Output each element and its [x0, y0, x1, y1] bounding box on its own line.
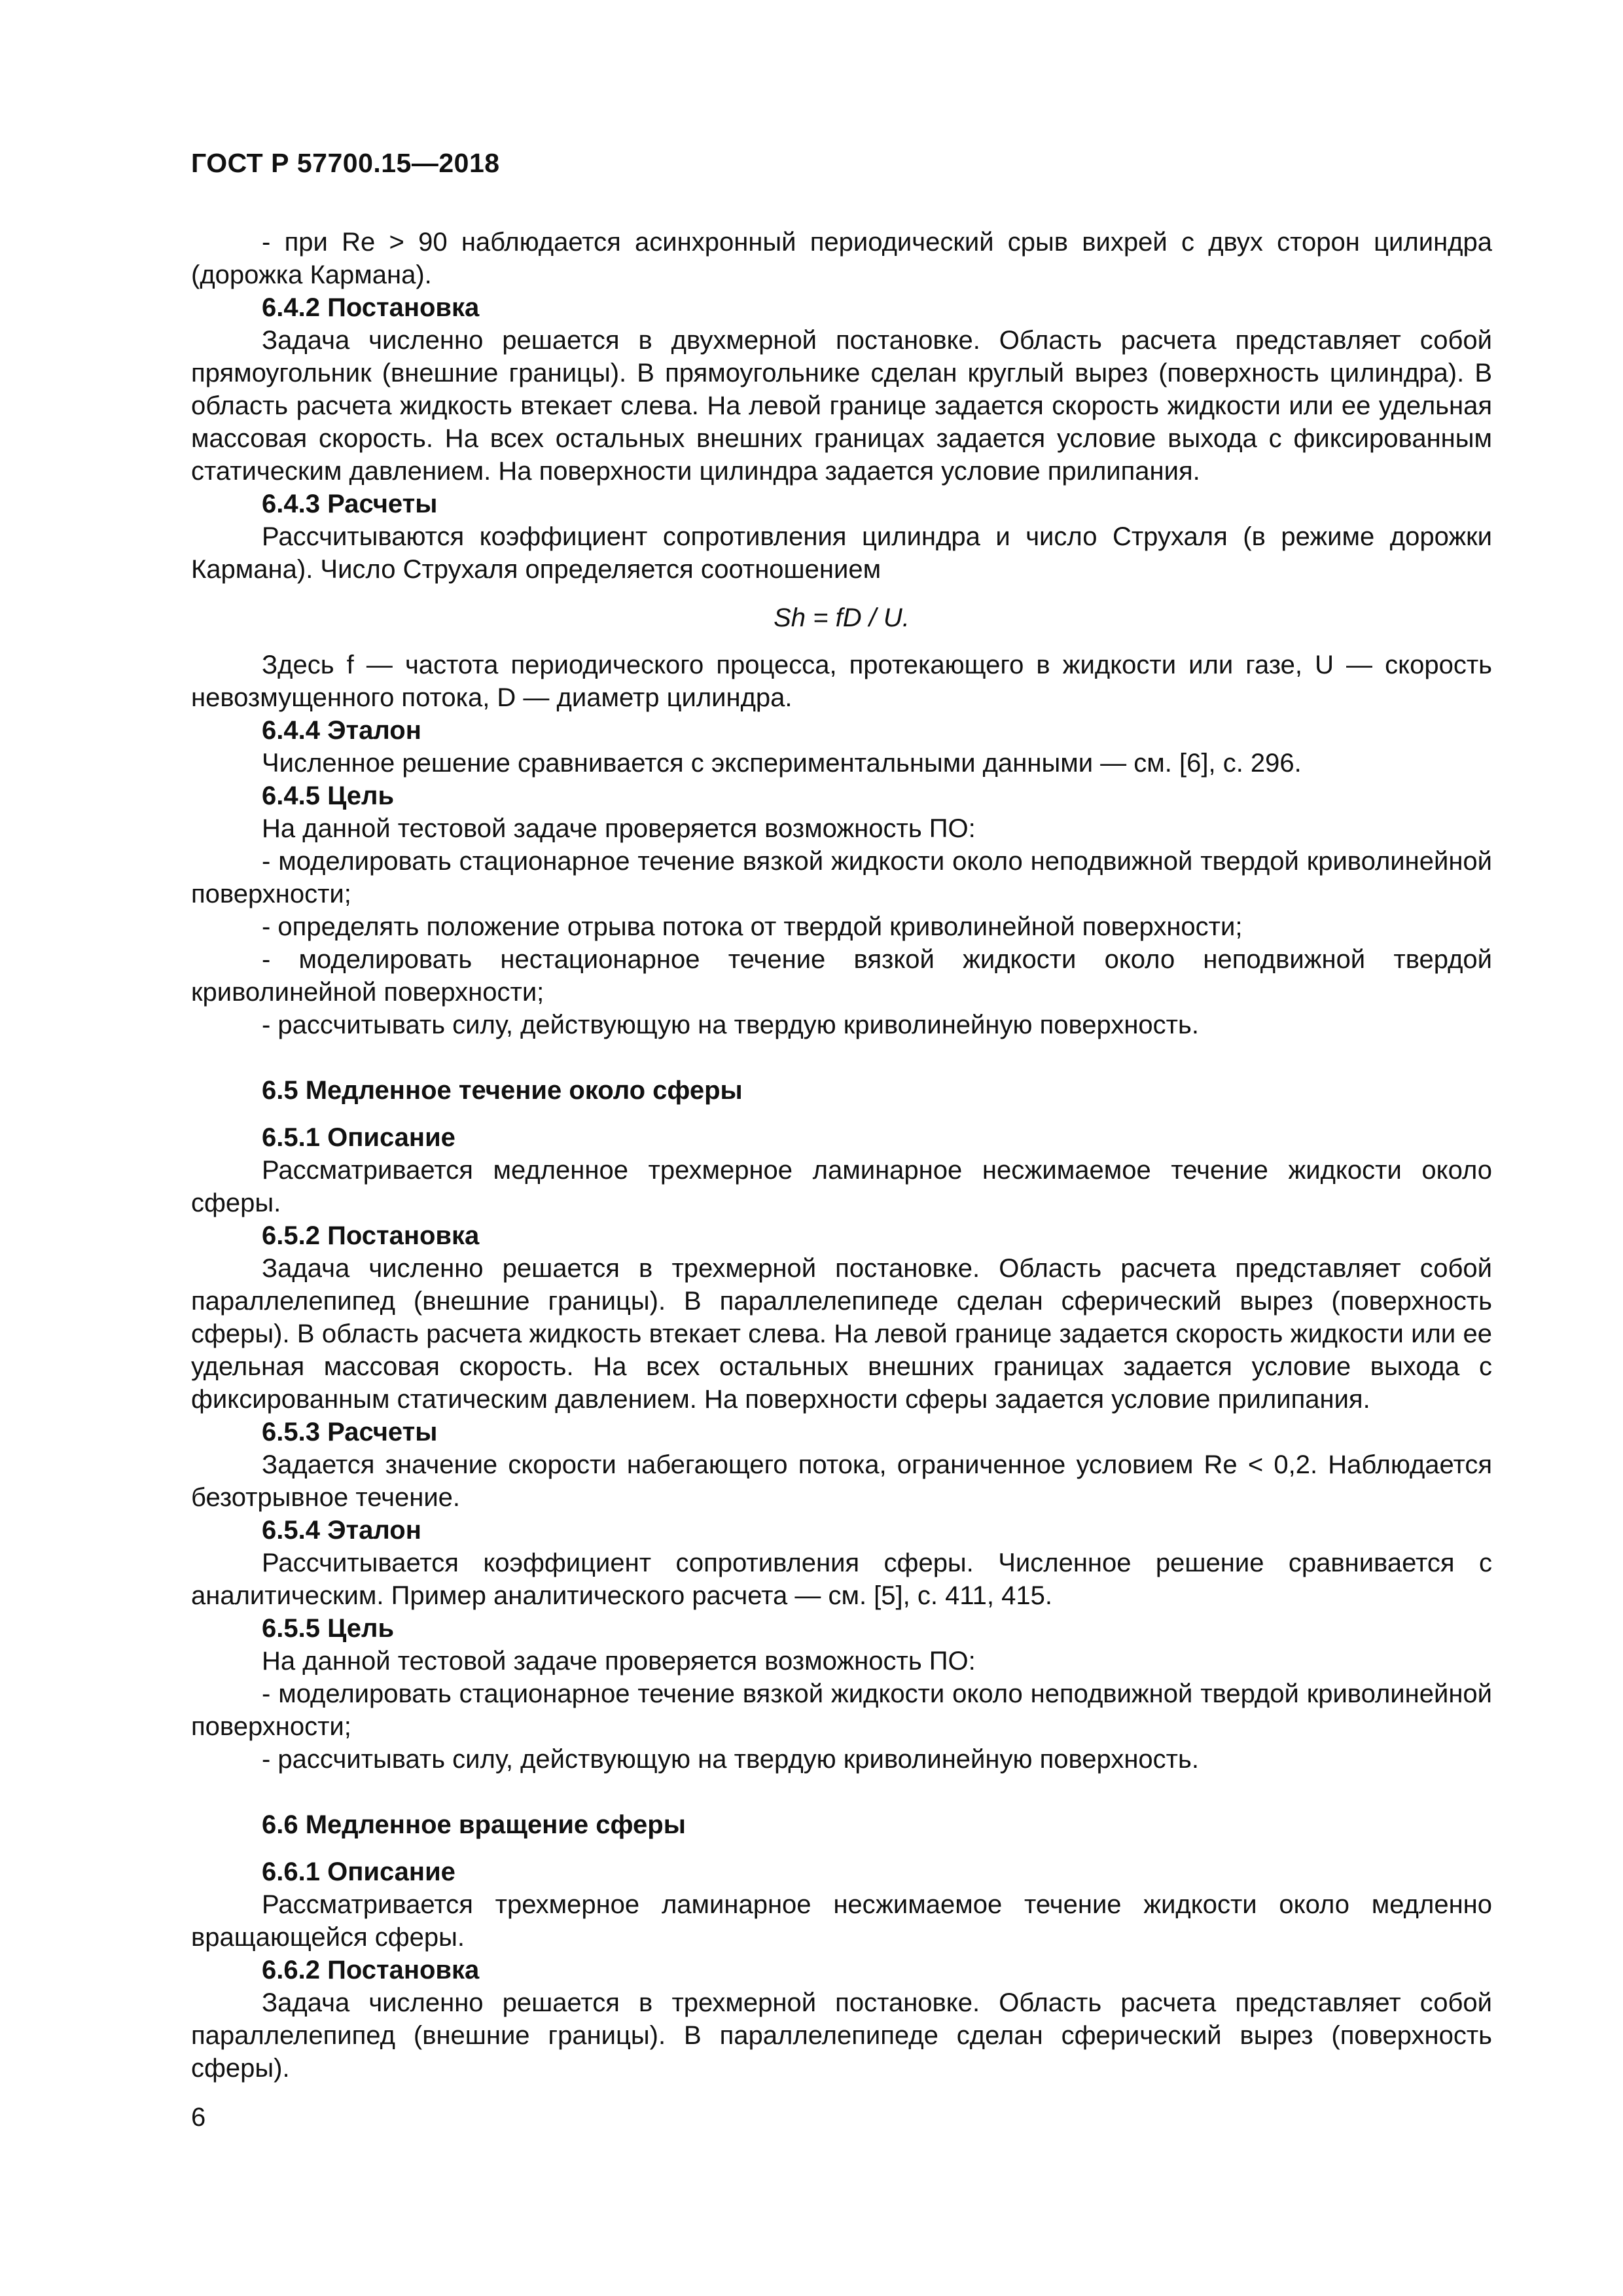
paragraph-6-5-1: Рассматривается медленное трехмерное ламинарное несжимаемое течение жидкости около сферы. [191, 1156, 1492, 1217]
list-item: - определять положение отрыва потока от твердой криволинейной поверхности; [262, 912, 1243, 941]
strouhal-formula: Sh = fD / U. [774, 603, 910, 632]
list-item: - рассчитывать силу, действующую на твердую криволинейную поверхность. [262, 1011, 1199, 1039]
list-item: - моделировать стационарное течение вязкой жидкости около неподвижной твердой криволинейной поверхности; [191, 1679, 1492, 1741]
paragraph-6-6-2: Задача численно решается в трехмерной постановке. Область расчета представляет собой параллелепипед (внешние границы). В параллелепипеде сделан сферический вырез (поверхность сферы). [191, 1988, 1492, 2083]
paragraph-6-4-3: Рассчитываются коэффициент сопротивления цилиндра и число Струхаля (в режиме дорожки Кармана). Число Струхаля определяется соотношением [191, 522, 1492, 584]
heading-6-5-2: 6.5.2 Постановка [262, 1221, 480, 1250]
paragraph-6-6-1: Рассматривается трехмерное ламинарное несжимаемое течение жидкости около медленно вращающейся сферы. [191, 1890, 1492, 1952]
list-item: - рассчитывать силу, действующую на твердую криволинейную поверхность. [262, 1745, 1199, 1774]
paragraph-6-4-4: Численное решение сравнивается с экспериментальными данными — см. [6], с. 296. [262, 749, 1302, 778]
page-number: 6 [191, 2103, 206, 2132]
document-body [191, 226, 1492, 2085]
paragraph-6-4-2: Задача численно решается в двухмерной постановке. Область расчета представляет собой прямоугольник (внешние границы). В прямоугольнике сделан круглый вырез (поверхность цилиндра). В область расчета жидкость втекает слева. На левой границе задается скорость жидкости или ее удельная массовая скорость. На всех остальных внешних границах задается условие выхода с фиксированным статическим давлением. На поверхности цилиндра задается условие прилипания. [191, 326, 1492, 486]
paragraph-6-5-4: Рассчитывается коэффициент сопротивления сферы. Численное решение сравнивается с аналитическим. Пример аналитического расчета — см. [5], с. 411, 415. [191, 1549, 1492, 1610]
heading-6-4-4: 6.4.4 Эталон [262, 716, 421, 745]
heading-6-6: 6.6 Медленное вращение сферы [262, 1810, 686, 1839]
heading-6-5-1: 6.5.1 Описание [262, 1123, 455, 1152]
standard-header: ГОСТ Р 57700.15—2018 [191, 148, 500, 178]
heading-6-6-2: 6.6.2 Постановка [262, 1956, 480, 1984]
paragraph-re-90: - при Re > 90 наблюдается асинхронный периодический срыв вихрей с двух сторон цилиндра (дорожка Кармана). [191, 228, 1492, 289]
heading-6-4-5: 6.4.5 Цель [262, 781, 395, 810]
paragraph-6-4-3-explanation: Здесь f — частота периодического процесса, протекающего в жидкости или газе, U — скорость невозмущенного потока, D — диаметр цилиндра. [191, 651, 1492, 712]
heading-6-4-3: 6.4.3 Расчеты [262, 490, 438, 518]
list-item: - моделировать стационарное течение вязкой жидкости около неподвижной твердой криволинейной поверхности; [191, 847, 1492, 908]
paragraph-6-5-2: Задача численно решается в трехмерной постановке. Область расчета представляет собой параллелепипед (внешние границы). В параллелепипеде сделан сферический вырез (поверхность сферы). В область расчета жидкость втекает слева. На левой границе задается скорость жидкости или ее удельная массовая скорость. На всех остальных внешних границах задается условие выхода с фиксированным статическим давлением. На поверхности сферы задается условие прилипания. [191, 1254, 1492, 1414]
heading-6-5: 6.5 Медленное течение около сферы [262, 1076, 743, 1105]
list-item: - моделировать нестационарное течение вязкой жидкости около неподвижной твердой криволинейной поверхности; [191, 945, 1492, 1007]
heading-6-4-2: 6.4.2 Постановка [262, 293, 480, 322]
heading-6-6-1: 6.6.1 Описание [262, 1857, 455, 1886]
paragraph-6-4-5: На данной тестовой задаче проверяется возможность ПО: [262, 814, 976, 843]
paragraph-6-5-5: На данной тестовой задаче проверяется возможность ПО: [262, 1647, 976, 1676]
heading-6-5-3: 6.5.3 Расчеты [262, 1418, 438, 1446]
paragraph-6-5-3: Задается значение скорости набегающего потока, ограниченное условием Re < 0,2. Наблюдается безотрывное течение. [191, 1450, 1492, 1512]
heading-6-5-5: 6.5.5 Цель [262, 1614, 395, 1643]
heading-6-5-4: 6.5.4 Эталон [262, 1516, 421, 1545]
